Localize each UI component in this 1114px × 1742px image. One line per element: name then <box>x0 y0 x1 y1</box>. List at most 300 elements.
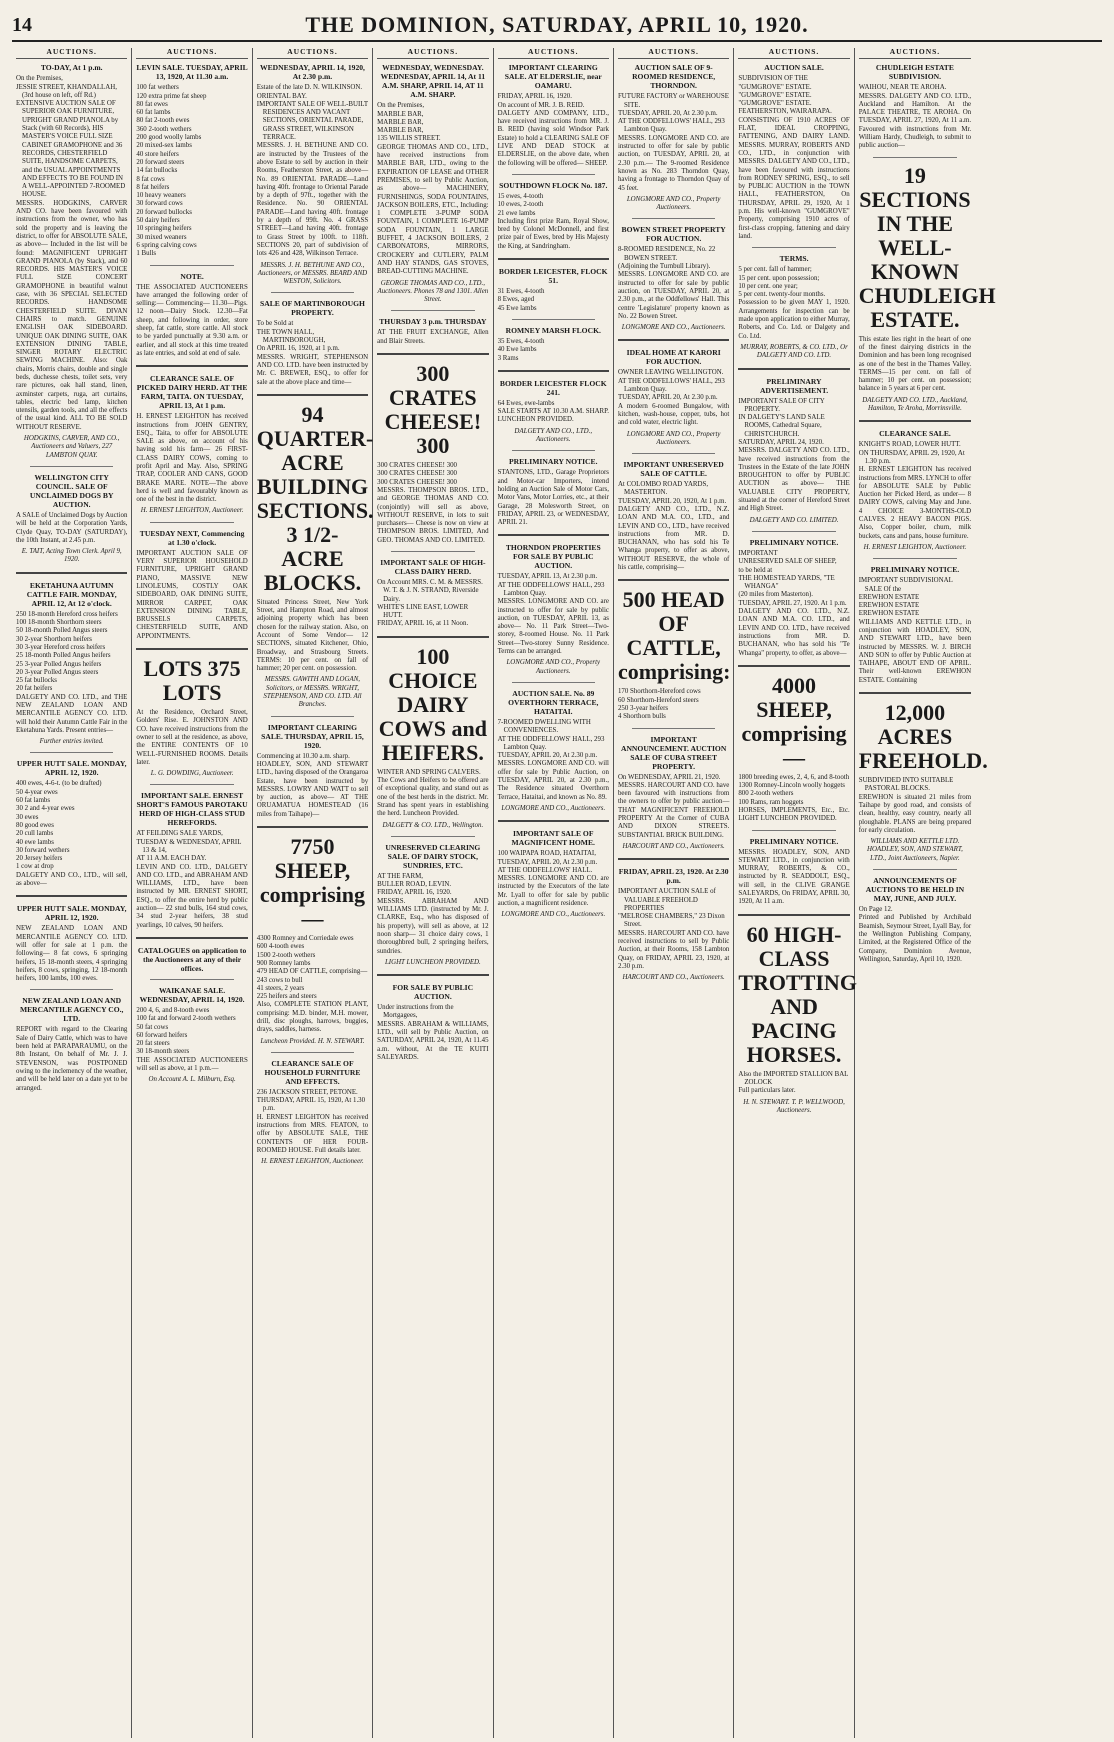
ad-line: AT THE ODDFELLOWS' HALL, 293 Lambton Quay. <box>497 581 605 597</box>
ad-line: 40 Ewe lambs <box>497 346 537 354</box>
advertisement <box>738 63 849 241</box>
ad-line: On Account MRS. C. M. & MESSRS. W. T. & J. N. STRAND, Riverside Dairy. <box>377 578 483 603</box>
ad-line: FUTURE FACTORY or WAREHOUSE SITE. <box>617 93 729 109</box>
ad-divider <box>16 895 127 897</box>
ad-body: SALE STARTS AT 10.30 A.M. SHARP. LUNCHEON PROVIDED. <box>497 408 609 424</box>
ad-divider <box>498 370 609 372</box>
ad-line: 10 springing heifers <box>136 225 192 233</box>
ad-body: NEW ZEALAND LOAN AND MERCANTILE AGENCY CO. LTD. will offer for sale at 1 p.m. the following— 8 fat cows, 6 springing heifers, 15 18-month steers, 4 springing heifers, 8 cows, springing, 12 18-month heifers, 100 lambs, 100 ewes. <box>16 925 128 983</box>
ad-line: 100 fat and forward 2-tooth wethers <box>136 1015 236 1023</box>
ad-line: FRIDAY, APRIL 16, 1920. <box>497 93 572 101</box>
ad-line: 35 Ewes, 4-tooth <box>497 337 545 345</box>
ad-line: 1 cow at drop <box>16 863 54 871</box>
advertisement <box>738 837 849 907</box>
ad-line: 30 forward wethers <box>16 846 70 854</box>
ad-line: to be held at <box>738 566 773 574</box>
newspaper-title: THE DOMINION, SATURDAY, APRIL 10, 1920. <box>305 12 809 37</box>
ad-heading: IDEAL HOME AT KARORI FOR AUCTION. <box>626 348 721 367</box>
advertisement <box>618 588 729 721</box>
ad-lines <box>618 688 729 721</box>
advertisement <box>377 362 488 545</box>
ad-body: THE ASSOCIATED AUCTIONEERS will sell as above, at 1 p.m.— <box>136 1056 248 1073</box>
ad-line: 250 18-month Hereford cross heifers <box>16 610 118 618</box>
ad-divider <box>136 365 247 367</box>
ad-auctioneer: WILLIAMS AND KETTLE LTD. HOADLEY, SON, AND STEWART, LTD., Joint Auctioneers, Napier. <box>866 838 963 862</box>
ad-body: Printed and Published by Archibald Beamish, Seymour Street, Lyall Bay, for the Wellington Publishing Company, Limited, at the Registered Office of the Company, Dominion Avenue, Wellington, Saturday, April 10, 1920. <box>858 914 972 963</box>
ad-line: 21 ewe lambs <box>497 209 536 217</box>
ad-line: TUESDAY, APRIL 20, At 2.30 p.m. <box>497 858 598 866</box>
ad-line: On APRIL 16, 1920, at 1 p.m. <box>256 345 340 353</box>
ad-body: MESSRS. LONGMORE AND CO. will offer for sale by Public Auction, on TUESDAY, APRIL 20, at 2.30 p.m., The Residence situated Overthorn Terrace, Hataitai, and known as No. 89. <box>497 760 609 801</box>
advertisement <box>136 791 247 930</box>
ad-auctioneer: LONGMORE AND CO., Auctioneers. <box>501 911 606 919</box>
column <box>132 48 252 1738</box>
ad-heading: UNRESERVED CLEARING SALE. OF DAIRY STOCK, SUNDRIES, ETC. <box>385 842 481 870</box>
ad-body: LEVIN AND CO. LTD., DALGETY AND CO. LTD., and ABRAHAM AND WILLIAMS, LTD., have been instructed by MR. ERNEST SHORT, ESQ., to offer the entire herd by public auction— 22 stud bulls, 164 stud cows, 34 stud 2-year heifers, 38 stud yearlings, 10 calves, 90 heifers. <box>136 863 248 929</box>
advertisement <box>858 162 996 414</box>
ad-divider <box>257 394 368 396</box>
ad-divider <box>391 551 474 552</box>
ad-body: Possession to be given MAY 1, 1920. Arrangements for inspection can be made upon application to either Murray, Roberts, and Co. Ltd. or Dalgety and Co. Ltd. <box>738 299 850 340</box>
ad-line: 800 2-tooth wethers <box>738 790 794 798</box>
ad-line: THE HOMESTEAD YARDS, "TE WHANGA" <box>738 574 835 591</box>
ad-lines <box>618 888 729 929</box>
ad-divider <box>498 820 609 822</box>
ad-heading: EKETAHUNA AUTUMN CATTLE FAIR. MONDAY, APRIL 12, At 12 o'clock. <box>26 580 117 608</box>
advertisement <box>738 538 849 658</box>
ad-line: 7-ROOMED DWELLING WITH CONVENIENCES. <box>497 718 591 735</box>
advertisement <box>498 267 609 313</box>
ad-line: 80 fat ewes <box>136 100 168 108</box>
ad-lines <box>377 579 488 629</box>
ad-heading: 60 HIGH-CLASS TROTTING AND PACING HORSES. <box>738 921 857 1067</box>
ad-divider <box>150 979 233 980</box>
ad-lines <box>738 1071 849 1088</box>
ad-line: 31 Ewes, 4-tooth <box>497 288 545 296</box>
ad-heading: CLEARANCE SALE. OF PICKED DAIRY HERD. AT THE FARM, TAITA. ON TUESDAY, APRIL 13, At 1 p.m. <box>136 374 248 411</box>
ad-lines <box>16 611 127 694</box>
ad-line: Estate of the late D. N. WILKINSON. <box>256 84 363 92</box>
ad-heading: LOTS 375 LOTS <box>143 656 241 706</box>
ad-heading: AUCTION SALE OF 9-ROOMED RESIDENCE, THORNDON. <box>632 63 716 91</box>
column-heading: AUCTIONS. <box>257 48 368 59</box>
ad-line: 10 ewes, 2-tooth <box>497 201 544 209</box>
ad-line: AT FEILDING SALE YARDS, <box>136 830 223 838</box>
ad-body: IMPORTANT AUCTION SALE OF VERY SUPERIOR HOUSEHOLD FURNITURE, UPRIGHT GRAND PIANO, MASSIVE NEW LINOLEUMS, COSTLY OAK SIDEBOARD, OAK DINING SUITE, MIRROR CARPET, OAK EXTENSION DINING TABLE, BRUSSELS CARPETS, CHESTERFIELD SUITE, AND APPOINTMENTS. <box>136 549 248 640</box>
column-heading: AUCTIONS. <box>618 48 729 59</box>
ad-line: 30 2 and 4-year ewes <box>16 805 75 813</box>
ad-line: On account of MR. J. B. REID. <box>497 101 585 109</box>
ad-auctioneer: MURRAY, ROBERTS, & CO. LTD., Or DALGETY AND CO. LTD. <box>740 343 848 360</box>
ad-heading: PRELIMINARY NOTICE. <box>509 457 598 467</box>
ad-heading: THORNDON PROPERTIES FOR SALE BY PUBLIC AUCTION. <box>505 543 601 571</box>
ad-body: Full particulars later. <box>738 1087 796 1095</box>
ad-line: "GUMGROVE" ESTATE. <box>738 91 812 99</box>
ad-line: (Adjoining the Turnbull Library). <box>617 263 711 271</box>
ad-lines <box>257 320 368 353</box>
ad-line: IN DALGETY'S LAND SALE ROOMS, Cathedral Square, CHRISTCHURCH. <box>738 414 825 438</box>
ad-line: 236 JACKSON STREET, PETONE. <box>256 1088 358 1096</box>
ad-heading: PRELIMINARY NOTICE. <box>870 565 960 575</box>
ad-line: "GUMGROVE" ESTATE. <box>738 100 812 108</box>
ad-line: 30 ewes <box>16 813 39 821</box>
ad-line: KNIGHT'S ROAD, LOWER HUTT. <box>858 441 961 449</box>
ad-body: DALGETY AND CO., LTD., N.Z. LOAN AND M.A. CO., LTD., and LEVIN AND CO., LTD., have received instructions from MR. D. BUCHANAN, who has sold his Te Whanga property, to offer as above, WITHOUT RESERVE, the whole of his cattle, comprising— <box>617 505 730 572</box>
ad-body: A SALE of Unclaimed Dogs by Auction will be held at the Corporation Yards, Clyde Quay, TO-DAY (SATURDAY), the 10th Instant, at 2.45 p.m. <box>16 511 128 544</box>
ad-body: DALGETY AND CO. LTD., and THE NEW ZEALAND LOAN AND MERCANTILE AGENCY CO. LTD. will hold their Autumn Cattle Fair in the Eketahuna Yards. Present entries— <box>16 693 128 734</box>
ad-heading: IMPORTANT CLEARING SALE. AT ELDERSLIE, near OAMARU. <box>504 63 602 91</box>
column <box>12 48 132 1738</box>
ad-heading: CATALOGUES on application to the Auctioneers at any of their offices. <box>137 945 247 973</box>
ad-line: TUESDAY, APRIL 20, At 2.30 p.m. <box>497 752 598 760</box>
ad-heading: 500 HEAD OF CATTLE, comprising: <box>617 587 731 685</box>
ad-body: MESSRS. LONGMORE AND CO. are instructed by the Executors of the late Mr. Lyall to offer for sale by public auction, a magnificent residence. <box>497 875 609 907</box>
column-heading: AUCTIONS. <box>498 48 609 59</box>
ad-line: 15 per cent. upon possession; <box>738 274 820 282</box>
advertisement <box>738 377 849 525</box>
ad-lines <box>498 850 609 875</box>
ad-line: 20 fat steers <box>136 1040 170 1048</box>
ad-body: MESSRS. HARCOURT AND CO. have been favoured with instructions from the owners to offer by public auction— THAT MAGNIFICENT FREEHOLD PROPERTY At the Corner of CUBA AND DIXON STREETS. SUBSTANTIAL BRICK BUILDING. <box>617 781 730 839</box>
ad-auctioneer: DALGETY & CO. LTD., Wellington. <box>382 821 484 829</box>
advertisement <box>377 843 488 967</box>
ad-line: 5 per cent. fall of hammer; <box>738 266 812 274</box>
ad-body: Including first prize Ram, Royal Show, bred by Colonel McDonnell, and first prize pair of Ewes, bred by His Majesty the King, at Sandringham. <box>497 217 609 250</box>
ad-line: 80 fat 2-tooth ewes <box>136 117 190 125</box>
ad-heading: CHUDLEIGH ESTATE SUBDIVISION. <box>875 63 954 82</box>
ad-line: 600 4-tooth ewes <box>256 943 305 951</box>
ad-lines <box>257 1089 368 1114</box>
ad-body: Also, COMPLETE STATION PLANT, comprising: M.D. binder, M.H. mower, drill, disc ploughs, harrows, buggies, drays, saddles, harness. <box>256 1001 369 1034</box>
ad-lines <box>618 246 729 271</box>
column <box>494 48 614 1738</box>
ad-line: 1800 breeding ewes, 2, 4, 6, and 8-tooth <box>738 773 850 781</box>
ad-line: To be Sold at <box>256 320 294 328</box>
ad-line: 4300 Romney and Corriedale ewes <box>256 935 354 943</box>
ad-body: DALGETY AND CO. LTD., N.Z. LOAN AND M.A. CO. LTD., and LEVIN AND CO. LTD., have received instructions from MR. D. BUCHANAN, who has sold his "Te Whanga" property, to offer, as above— <box>738 608 850 657</box>
ad-lines <box>859 577 971 618</box>
ad-lines <box>498 573 609 598</box>
ad-heading: WEDNESDAY, APRIL 14, 1920, At 2.30 p.m. <box>260 63 365 82</box>
ad-divider <box>752 247 835 248</box>
ad-lines <box>738 550 849 608</box>
ad-line: THURSDAY, APRIL 15, 1920, At 1.30 p.m. <box>256 1097 366 1113</box>
ad-lines <box>257 753 368 761</box>
ad-divider <box>30 752 113 753</box>
ad-line: 14 fat bullocks <box>136 167 178 175</box>
ad-divider <box>738 914 849 916</box>
ad-divider <box>257 826 368 828</box>
advertisement <box>498 457 609 527</box>
ad-divider <box>873 869 957 870</box>
ad-line: 243 cows to bull <box>256 976 303 984</box>
ad-line: 1300 Romney-Lincoln woolly hoggets <box>738 782 845 790</box>
ad-lines <box>257 84 368 142</box>
ad-heading: WEDNESDAY, WEDNESDAY. WEDNESDAY, APRIL 14, At 11 A.M. SHARP, APRIL 14, AT 11 A.M. SHARP. <box>380 63 486 100</box>
ad-line: 8 Ewes, aged <box>497 296 535 304</box>
ad-line: 15 ewes, 4-tooth <box>497 192 544 200</box>
ad-line: On the Premises, <box>16 75 63 83</box>
ad-line: EXTENSIVE AUCTION SALE OF SUPERIOR OAK FURNITURE, UPRIGHT GRAND PIANOLA by Stack (with 60 Records), HIS MASTER'S VOICE FULL SIZE CABINET GRAMOPHONE and 36 RECORDS, CHESTERFIELD SUITE, HANDSOME CARPETS, and the USUAL APPOINTMENTS AND EFFECTS TO BE FOUND IN A WELL-APPOINTED 7-ROOMED HOUSE. <box>16 100 126 199</box>
ad-line: JESSIE STREET, KHANDALLAH, (3rd house on left, off Rd.) <box>16 83 117 99</box>
ad-body: This estate lies right in the heart of one of the finest dairying districts in the Dominion and has been long recognised as one of the best in the Thames Valley. TERMS—15 per cent. on fall of hammer; 10 per cent. on possession; balance in 5 years at 6 per cent. <box>858 335 972 393</box>
ad-heading: FOR SALE BY PUBLIC AUCTION. <box>392 983 474 1002</box>
ad-line: WAIHOU, NEAR TE AROHA. <box>858 84 947 92</box>
advertisement <box>498 379 609 444</box>
advertisement <box>738 674 849 824</box>
ad-divider <box>512 682 595 683</box>
ad-heading: IMPORTANT CLEARING SALE. THURSDAY, APRIL 15, 1920. <box>261 722 364 750</box>
ad-line: AT THE ODDFELLOWS' HALL, 293 Lambton Quay. <box>617 377 725 394</box>
ad-body: HORSES, IMPLEMENTS, Etc., Etc. LIGHT LUNCHEON PROVIDED. <box>738 807 850 823</box>
ad-divider <box>512 174 595 175</box>
ad-lines <box>136 830 247 863</box>
ad-line: 120 extra prime fat sheep <box>136 92 207 100</box>
ad-line: 20 forward steers <box>136 158 185 166</box>
ad-lines <box>859 84 971 92</box>
ad-line: IMPORTANT SUBDIVISIONAL SALE Of the <box>858 577 953 593</box>
ad-body: H. ERNEST LEIGHTON has received instructions from MRS. LYNCH to offer for ABSOLUTE SALE by Public Auction her Picked Herd, as under— 8 DAIRY COWS, calving May and June. 4 CHOICE 3-MONTHS-OLD CALVES. 2 HEAVY BACON PIGS. Also, Copper boiler, churn, milk buckets, cans and pans, house furniture. <box>858 466 972 540</box>
ad-body: MESSRS. LONGMORE AND CO. are instructed to offer for sale by public auction, on TUESDAY, APRIL 20, at 2.30 p.m.— The 9-roomed Residence known as No. 283 Thorndon Quay, having a frontage to Thorndon Quay of 45 feet. <box>617 134 730 192</box>
ad-lines <box>377 873 488 898</box>
ad-line: 400 ewes, 4-6-t. (to be drafted) <box>16 780 102 788</box>
ad-lines <box>257 935 368 1001</box>
ad-divider <box>632 453 715 454</box>
ad-divider <box>271 292 354 293</box>
column <box>855 47 996 1738</box>
ad-lines <box>136 84 247 258</box>
advertisement <box>498 689 609 813</box>
ad-divider <box>498 258 609 260</box>
advertisement <box>377 63 488 304</box>
ad-line: 20 3-year Polled Angus steers <box>16 668 99 676</box>
ad-line: Also the IMPORTED STALLION BAL ZOLOCK <box>738 1070 849 1086</box>
advertisement <box>498 181 609 251</box>
ad-heading: PRELIMINARY NOTICE. <box>749 537 839 547</box>
ad-lines <box>738 266 849 299</box>
ad-line: 10 heavy weaners <box>136 192 186 200</box>
ad-auctioneer: MESSRS. GAWITH AND LOGAN, Solicitors, or MESSRS. WRIGHT, STEPHENSON, AND CO. LTD. All Branches. <box>263 676 362 709</box>
ad-body: MESSRS. DALGETY AND CO. LTD., have received instructions from the Trustees in the Estate of the late JOHN BROUGHTON to offer by PUBLIC AUCTION as above— THE VALUABLE CITY PROPERTY, situated at the corner of Hereford Street and High Street. <box>738 447 850 513</box>
ad-auctioneer: HODGKINS, CARVER, AND CO., Auctioneers and Valuers, 227 LAMBTON QUAY. <box>23 435 120 459</box>
ad-line: On Page 12. <box>858 906 893 914</box>
ad-heading: 19 SECTIONS IN THE WELL-KNOWN CHUDLEIGH ESTATE. <box>858 162 996 332</box>
ad-line: TUESDAY, APRIL 20, At 2.30 p.m. <box>617 394 718 402</box>
ad-line: 200 4, 6, and 8-tooth ewes <box>136 1006 210 1014</box>
advertisement <box>498 326 609 363</box>
ad-heading: AUCTION SALE. No. 89 OVERTHORN TERRACE, HATAITAI. <box>508 688 599 716</box>
ad-heading: UPPER HUTT SALE. MONDAY, APRIL 12, 1920. <box>16 759 127 778</box>
ad-lines <box>618 481 729 506</box>
ad-lines <box>16 75 127 199</box>
ad-line: 41 steers, 2 years <box>256 984 305 992</box>
advertisement <box>859 63 971 150</box>
ad-divider <box>859 692 971 694</box>
ad-auctioneer: LONGMORE AND CO., Property Auctioneers. <box>626 430 721 446</box>
ad-line: EREWHON ESTATE <box>858 610 920 618</box>
ad-auctioneer: GEORGE THOMAS AND CO., LTD., Auctioneers. Phones 78 and 1301. Allen Street. <box>377 279 489 304</box>
ad-auctioneer: MESSRS. J. H. BETHUNE AND CO., Auctioneers, or MESSRS. BEARD AND WESTON, Solicitors. <box>257 261 368 286</box>
ad-lines <box>498 93 609 110</box>
ad-heading: THURSDAY 3 p.m. THURSDAY <box>379 317 487 327</box>
ad-line: 40 ewe lambs <box>16 838 54 846</box>
ad-divider <box>271 1052 354 1053</box>
advertisement <box>498 543 609 676</box>
ad-line: IMPORTANT SALE OF CITY PROPERTY. <box>738 397 825 413</box>
advertisement <box>136 986 247 1085</box>
ad-line: 30 mixed weaners <box>136 233 187 241</box>
column <box>734 47 857 1738</box>
advertisement <box>136 946 247 973</box>
page-number: 14 <box>12 14 32 36</box>
ad-heading: TERMS. <box>779 254 809 264</box>
ad-lines <box>377 1004 488 1021</box>
ad-heading: IMPORTANT SALE. ERNEST SHORT'S FAMOUS PAROTAKU HERD OF HIGH-CLASS STUD HEREFORDS. <box>136 791 248 828</box>
ad-line: 100 fat wethers <box>136 84 179 92</box>
ad-divider <box>859 420 971 422</box>
ad-line: (20 miles from Masterton). <box>738 591 813 599</box>
ad-auctioneer: Luncheon Provided. H. N. STEWART. <box>260 1037 365 1045</box>
advertisement <box>377 983 488 1062</box>
ad-heading: IMPORTANT SALE OF MAGNIFICENT HOME. <box>511 829 595 848</box>
ad-heading: BORDER LEICESTER FLOCK 241. <box>499 378 607 397</box>
ad-body: EREWHON is situated 21 miles from Taihape by good road, and consists of clean, healthy, easy country, nearly all ploughable. PLANS are being prepared for early circulation. <box>858 793 972 834</box>
ad-line: 3 Rams <box>497 354 519 362</box>
ad-auctioneer: H. ERNEST LEIGHTON, Auctioneer. <box>863 543 967 551</box>
ad-divider <box>632 218 715 219</box>
ad-body: REPORT with regard to the Clearing Sale of Dairy Cattle, which was to have been held at PARAPARAUMU, on the 8th Instant, On behalf of Mr. J. J. STEVENSON, was POSTPONED owing to the inclemency of the weather, and will be held later on a date yet to be arranged. <box>16 1026 128 1092</box>
ad-line: 100 WAIPAPA ROAD, HATAITAI, <box>497 850 596 858</box>
ad-heading: WAIKANAE SALE. WEDNESDAY, APRIL 14, 1920. <box>139 985 245 1004</box>
ad-divider <box>738 665 849 667</box>
ad-divider <box>618 339 729 341</box>
ad-line: On WEDNESDAY, APRIL 21, 1920. <box>617 773 721 781</box>
ad-divider <box>16 572 127 574</box>
ad-auctioneer: H. ERNEST LEIGHTON, Auctioneer. <box>261 1158 364 1166</box>
ad-heading: 300 CRATES CHEESE! 300 <box>384 361 482 459</box>
advertisement <box>257 723 368 819</box>
ad-line: MARBLE BAR, <box>377 110 424 118</box>
advertisement <box>498 63 609 168</box>
ad-divider <box>391 836 474 837</box>
ad-auctioneer: LONGMORE AND CO., Auctioneers. <box>621 324 726 332</box>
advertisement <box>257 63 368 286</box>
ad-line: 45 Ewe lambs <box>497 304 537 312</box>
column-heading: AUCTIONS. <box>136 48 247 59</box>
ad-line: EREWHON ESTATE <box>858 602 920 610</box>
ad-heading: SOUTHDOWN FLOCK No. 187. <box>499 180 608 190</box>
ad-divider <box>752 531 835 532</box>
ad-lines <box>498 193 609 218</box>
ad-line: TUESDAY, APRIL 27, 1920. At 1 p.m. <box>738 599 847 607</box>
ad-line: 300 CRATES CHEESE! 300 <box>377 478 457 486</box>
ad-line: 100 18-month Shorthorn steers <box>16 619 102 627</box>
ad-line: "MELROSE CHAMBERS," 23 Dixon Street. <box>617 913 725 929</box>
column <box>373 48 493 1738</box>
ad-heading: WELLINGTON CITY COUNCIL. SALE OF UNCLAIMED DOGS BY AUCTION. <box>29 472 114 509</box>
ad-line: 900 Romney lambs <box>256 959 311 967</box>
ad-divider <box>512 450 595 451</box>
ad-divider <box>391 310 474 311</box>
ad-heading: 7750 SHEEP, comprising— <box>259 834 366 932</box>
ad-heading: BORDER LEICESTER, FLOCK 51. <box>498 267 608 286</box>
ad-heading: TUESDAY NEXT, Commencing at 1.30 o'clock. <box>139 528 245 547</box>
ad-body: H. ERNEST LEIGHTON has received instructions from MRS. FEATON, to offer by ABSOLUTE SALE, THE CONTENTS OF HER FOUR-ROOMED HOUSE. Full details later. <box>256 1113 369 1154</box>
ad-divider <box>377 353 488 355</box>
ad-line: AT THE FARM, <box>377 872 423 880</box>
ad-lines <box>377 102 488 143</box>
ad-line: 25 3-year Polled Angus heifers <box>16 660 102 668</box>
ad-line: AT 11 A.M. EACH DAY. <box>136 855 207 863</box>
ad-line: FEATHERSTON, WAIRARAPA. <box>738 108 832 116</box>
ad-lines <box>738 774 849 807</box>
ad-heading: CLEARANCE SALE OF HOUSEHOLD FURNITURE AND EFFECTS. <box>264 1058 361 1086</box>
ad-heading: CLEARANCE SALE. <box>879 429 951 439</box>
ad-line: 300 CRATES CHEESE! 300 <box>377 470 457 478</box>
ad-line: 360 2-tooth wethers <box>136 125 192 133</box>
ad-line: AT THE ODDFELLOWS' HALL, 293 Lambton Quay. <box>497 735 605 751</box>
ad-line: TUESDAY, APRIL 20, 1920, At 1 p.m. <box>617 497 727 505</box>
ad-heading: UPPER HUTT SALE. MONDAY, APRIL 12, 1920. <box>16 904 127 923</box>
ad-heading: PRELIMINARY ADVERTISEMENT. <box>759 376 829 395</box>
ad-body: WILLIAMS AND KETTLE LTD., in conjunction with HOADLEY, SON, AND STEWART LTD., have been instructed by MESSRS. W. J. BIRCH AND SON to offer by Public Auction at TAIHAPE, ABOUT END OF APRIL. Their well-known EREWHON ESTATE. Containing <box>858 618 972 684</box>
ad-lines <box>738 398 849 448</box>
ad-line: 60 fat lambs <box>16 797 51 805</box>
ad-divider <box>136 648 247 650</box>
ad-line: 30 18-month steers <box>136 1048 190 1056</box>
ad-line: IMPORTANT SALE OF WELL-BUILT RESIDENCES AND VACANT SECTIONS, ORIENTAL PARADE, GRASS STREET, WILKINSON TERRACE. <box>256 100 368 142</box>
column-heading: AUCTIONS. <box>859 48 971 59</box>
ad-line: 200 good woolly lambs <box>136 134 202 142</box>
advertisement <box>16 473 127 565</box>
ad-line: 100 Rams, ram hoggets <box>738 798 804 806</box>
advertisement <box>136 374 247 516</box>
ad-line: 20 forward bullocks <box>136 208 192 216</box>
column-heading: AUCTIONS. <box>738 48 849 59</box>
ad-auctioneer: On Account A. L. Milburn, Esq. <box>148 1076 236 1084</box>
ad-divider <box>377 974 488 976</box>
ad-lines <box>859 906 971 914</box>
ad-body: THE ASSOCIATED AUCTIONEERS have arranged the following order of selling:— Commencing— 11.30—Pigs. 12 noon—Dairy Stock. 12.30—Fat sheep, and following in order, store sheep, fat cattle, store cattle. All stock to be yarded punctually at 9.30 a.m. or earlier, and all stock at this time treated as late entries, and sold at end of sale. <box>136 283 248 357</box>
ad-divider <box>618 579 729 581</box>
advertisement <box>858 700 988 863</box>
ad-line: 8 fat heifers <box>136 183 170 191</box>
advertisement <box>136 272 247 359</box>
ad-divider <box>873 558 957 559</box>
ad-heading: IMPORTANT SALE OF HIGH-CLASS DAIRY HERD. <box>380 557 486 576</box>
ad-line: AT THE ODDFELLOWS' HALL. <box>497 866 593 874</box>
advertisement <box>738 921 857 1115</box>
ad-line: BULLER ROAD, LEVIN. <box>377 881 452 889</box>
ad-body: MESSRS. HARCOURT AND CO. have received instructions to sell by Public Auction, at their Rooms, 158 Lambton Quay, on FRIDAY, APRIL 23, 1920, at 2.30 p.m. <box>617 929 730 970</box>
column <box>614 48 734 1738</box>
ad-line: 250 3-year heifers <box>617 704 669 712</box>
ad-body: STANTONS, LTD., Garage Proprietors and Motor-car Importers, intend holding an Auction Sale of Motor Cars, Motor Vans, Motor Lorries, etc., at their Garage, 28 Molesworth Street, on FRIDAY, APRIL 23, or WEDNESDAY, APRIL 21. <box>497 469 609 527</box>
ad-heading: 4000 SHEEP, comprising— <box>741 672 847 770</box>
ad-line: 300 CRATES CHEESE! 300 <box>377 462 457 470</box>
advertisement <box>136 657 247 778</box>
ad-line: 30 forward cows <box>136 200 183 208</box>
ad-line: 6 spring calving cows <box>136 241 197 249</box>
ad-line: WHITE'S LINE EAST, LOWER HUTT. <box>377 603 469 620</box>
ad-auctioneer: DALGETY AND CO. LTD., Auckland, Hamilton, Te Aroha, Morrinsville. <box>862 396 968 413</box>
advertisement <box>377 645 488 830</box>
ad-heading: 100 CHOICE DAIRY COWS and HEIFERS. <box>378 643 487 765</box>
advertisement <box>257 1059 368 1167</box>
ad-auctioneer: DALGETY AND CO., LTD., Auctioneers. <box>514 427 593 444</box>
ad-line: 50 dairy heifers <box>136 217 180 225</box>
ad-heading: AUCTION SALE. <box>764 63 824 73</box>
